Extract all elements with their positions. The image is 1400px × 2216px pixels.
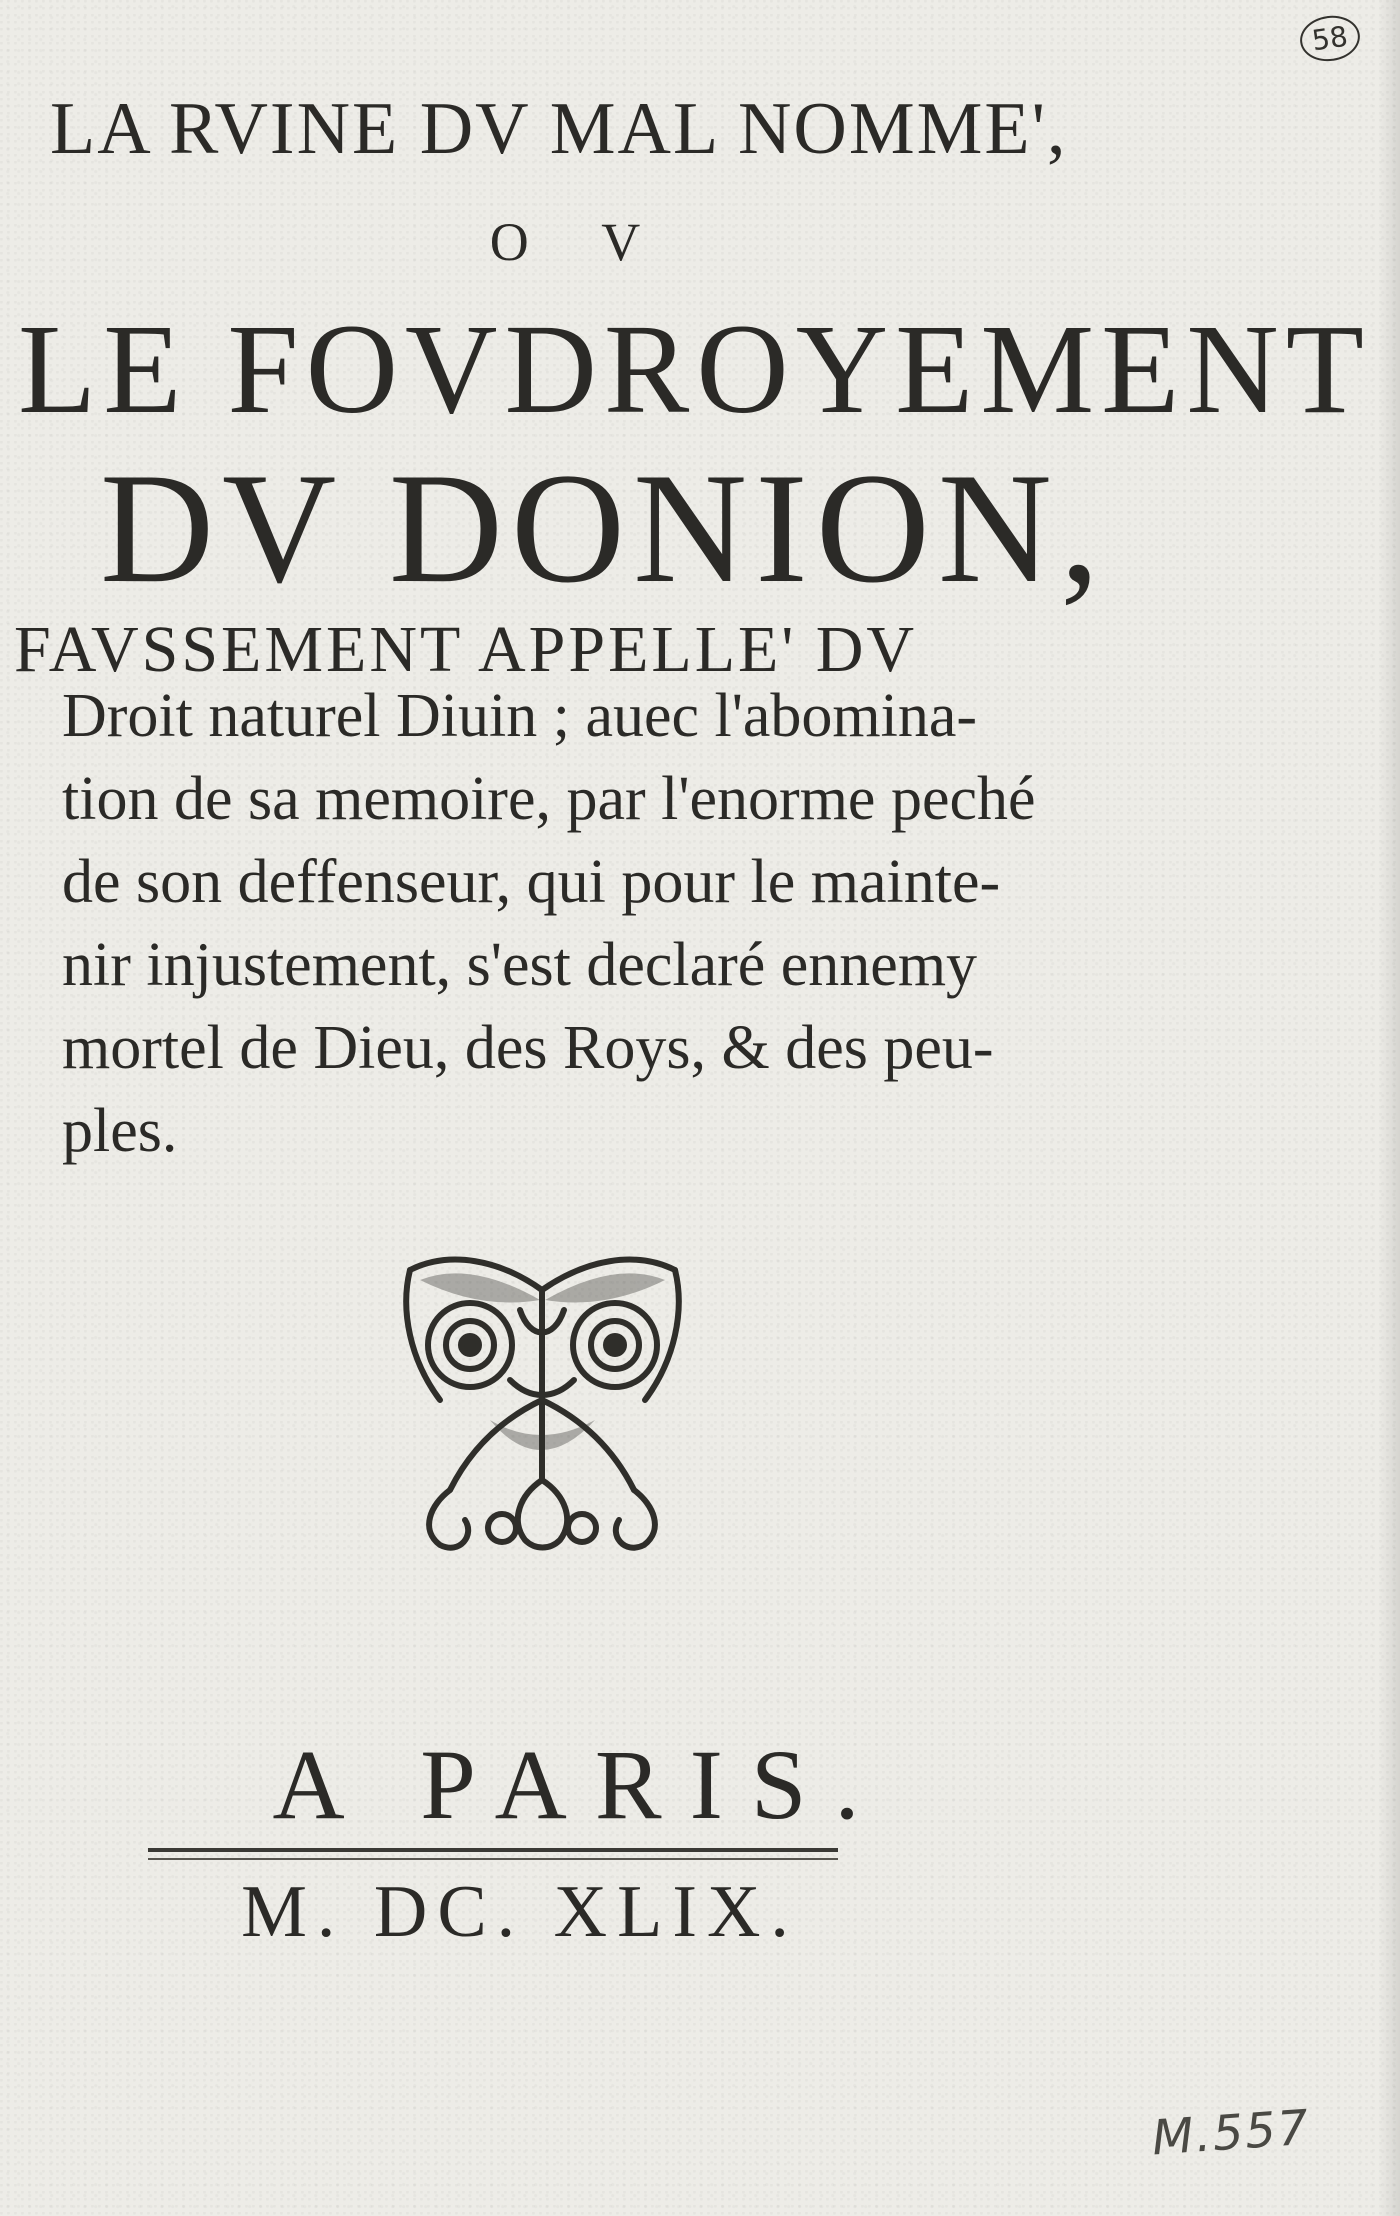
- imprint-place: A PARIS.: [272, 1729, 888, 1840]
- subtitle-line-1: Droit naturel Diuin ; auec l'abomina-: [62, 682, 978, 750]
- imprint-rule: [148, 1848, 838, 1852]
- subtitle-line-6: ples.: [62, 1097, 178, 1165]
- imprint-rule-thin: [148, 1858, 838, 1860]
- title-line-1: LA RVINE DV MAL NOMME',: [50, 88, 1068, 170]
- title-conjunction: O V: [489, 212, 671, 272]
- title-line-3: LE FOVDROYEMENT: [18, 298, 1371, 440]
- title-line-4: DV DONION,: [100, 441, 1108, 616]
- subtitle-caps-line: FAVSSEMENT APPELLE' DV: [14, 613, 918, 686]
- folio-number: 58: [1298, 12, 1363, 65]
- imprint-date: M. DC. XLIX.: [241, 1871, 799, 1953]
- handwritten-shelfmark: M.557: [1149, 2099, 1312, 2167]
- subtitle-line-4: nir injustement, s'est declaré ennemy: [62, 931, 978, 999]
- subtitle-line-2: tion de sa memoire, par l'enorme peché: [62, 765, 1036, 833]
- printers-device-ornament-icon: [390, 1250, 695, 1560]
- subtitle-line-3: de son deffenseur, qui pour le mainte-: [62, 848, 1001, 916]
- subtitle-line-5: mortel de Dieu, des Roys, & des peu-: [62, 1014, 994, 1082]
